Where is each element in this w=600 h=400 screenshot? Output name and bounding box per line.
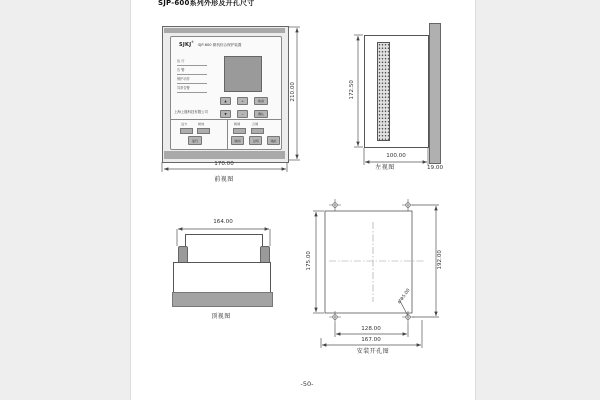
lcd-screen xyxy=(224,56,262,92)
hole-diameter-label: 4-Φ5.00 xyxy=(397,288,412,306)
front-width-dimension: 170.00 xyxy=(214,161,234,167)
aux-right-button: 合闸 xyxy=(249,136,262,145)
device-bottom-strip xyxy=(164,151,285,159)
device-top-strip xyxy=(164,28,285,33)
top-view-rear-housing xyxy=(185,234,263,264)
down-key: ▼ xyxy=(220,110,231,118)
trademark-symbol: ® xyxy=(191,40,194,44)
front-view-caption: 前视图 xyxy=(214,176,234,183)
panel-divider-vertical xyxy=(227,119,228,149)
aux-left-window xyxy=(180,128,193,134)
aux-right-button: 跳闸 xyxy=(231,136,244,145)
panel-divider xyxy=(171,119,281,120)
hole-height-dimension: 192.00 xyxy=(437,250,444,270)
up-key: ▲ xyxy=(220,97,231,105)
top-width-dimension: 164.00 xyxy=(213,219,233,225)
top-view-case-body xyxy=(173,262,271,294)
indicator-row: 告 警 xyxy=(177,67,207,75)
minus-key: − xyxy=(237,110,248,118)
device-model-label: SJP-600 微机综合保护装置 xyxy=(198,43,242,47)
plus-key: + xyxy=(237,97,248,105)
side-view-case xyxy=(364,35,429,148)
outer-width-dimension: 167.00 xyxy=(361,337,381,343)
front-height-dimension: 210.00 xyxy=(290,82,297,102)
aux-right-label: 跳闸 xyxy=(234,122,241,126)
cutout-height-dimension: 175.00 xyxy=(306,251,313,271)
side-depth-dimension: 100.00 xyxy=(386,153,406,159)
aux-right-button: 储能 xyxy=(267,136,280,145)
indicator-row: 保护动作 xyxy=(177,76,207,84)
indicator-row: 异常告警 xyxy=(177,85,207,93)
top-view-caption: 顶视图 xyxy=(211,313,231,320)
top-view-front-bezel xyxy=(172,292,273,307)
aux-left-label: 远方 xyxy=(181,122,188,126)
install-view-caption: 安装开孔图 xyxy=(356,348,390,355)
side-view-front-bezel xyxy=(429,23,441,164)
page-title: SJP-600系列外形及开孔尺寸 xyxy=(158,0,255,7)
aux-right-window xyxy=(233,128,246,134)
confirm-key: 确认 xyxy=(254,110,268,118)
aux-right-label: 合闸 xyxy=(252,122,259,126)
indicator-row: 运 行 xyxy=(177,58,207,66)
side-view-caption: 左视图 xyxy=(375,164,395,171)
device-inner-panel xyxy=(170,36,282,150)
side-view-terminal-strip xyxy=(377,42,390,141)
side-flange-dimension: 19.00 xyxy=(426,165,443,171)
install-cutout-outline xyxy=(325,211,412,313)
hole-width-dimension: 128.00 xyxy=(361,326,381,332)
page-number: -50- xyxy=(300,380,314,388)
side-height-dimension: 172.50 xyxy=(349,80,356,100)
aux-left-window xyxy=(197,128,210,134)
brand-logo: SJKJ xyxy=(179,42,192,48)
company-label: 上海上继科技有限公司 xyxy=(174,110,208,114)
aux-right-window xyxy=(251,128,264,134)
front-view-device xyxy=(162,26,289,163)
aux-left-label: 就地 xyxy=(198,122,205,126)
cancel-key: 取消 xyxy=(254,97,268,105)
aux-left-button: 复归 xyxy=(188,136,202,145)
